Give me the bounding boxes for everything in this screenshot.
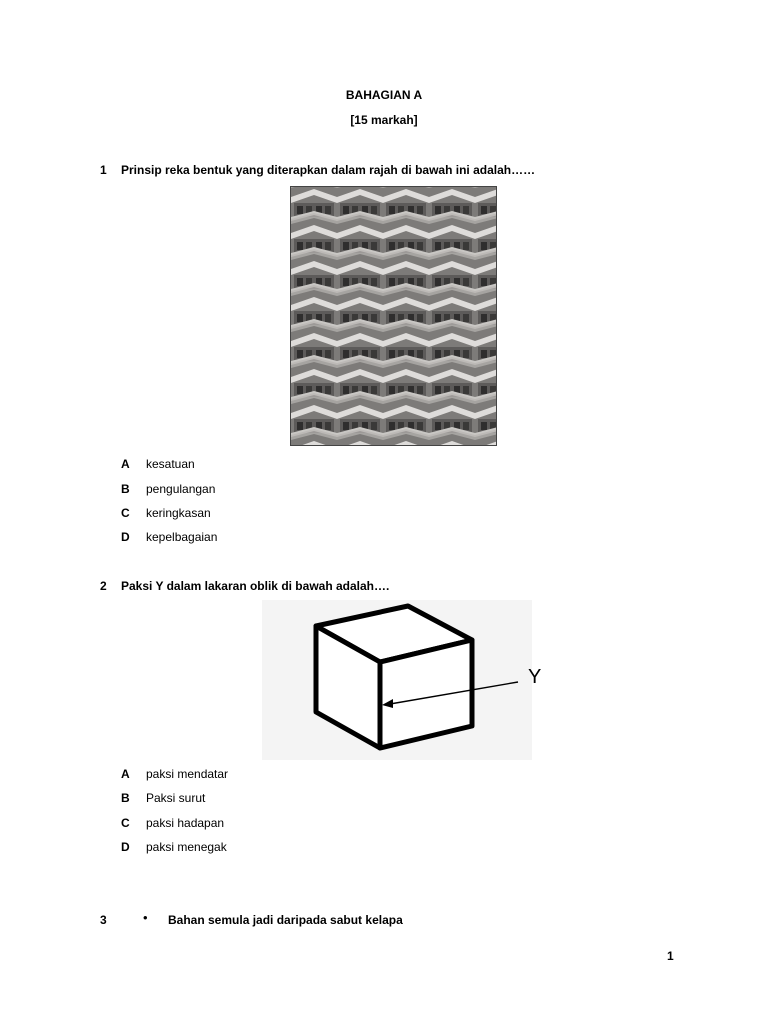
q2-option-d-text: paksi menegak (146, 840, 227, 854)
q2-option-b-text: Paksi surut (146, 791, 206, 805)
section-title: BAHAGIAN A (345, 88, 423, 102)
axis-y-label: Y (528, 666, 542, 688)
building-facade-photo (290, 186, 497, 446)
q1-option-d-letter: D (121, 530, 130, 544)
q1-option-b-letter: B (121, 482, 130, 496)
q2-option-c-text: paksi hadapan (146, 816, 225, 830)
page-number: 1 (667, 949, 674, 963)
oblique-cube-diagram (262, 600, 542, 760)
q2-option-a-text: paksi mendatar (146, 767, 229, 781)
question-1-text: Prinsip reka bentuk yang diterapkan dalam rajah di bawah ini adalah…… (121, 163, 536, 177)
q2-option-d-letter: D (121, 840, 130, 854)
building-facade-image (291, 187, 497, 446)
cube-drawing (262, 600, 532, 760)
section-marks: [15 markah] (350, 113, 418, 127)
q2-option-a-letter: A (121, 767, 130, 781)
q1-option-c-letter: C (121, 506, 130, 520)
question-2-number: 2 (100, 579, 107, 593)
q1-option-d-text: kepelbagaian (146, 530, 218, 544)
q1-option-c-text: keringkasan (146, 506, 211, 520)
question-3-text: Bahan semula jadi daripada sabut kelapa (168, 913, 403, 927)
question-2-text: Paksi Y dalam lakaran oblik di bawah adalah…. (121, 579, 390, 593)
question-1-number: 1 (100, 163, 107, 177)
question-3-bullet: • (143, 910, 148, 925)
q2-option-c-letter: C (121, 816, 130, 830)
q1-option-a-letter: A (121, 457, 130, 471)
q2-option-b-letter: B (121, 791, 130, 805)
q1-option-b-text: pengulangan (146, 482, 216, 496)
question-3-number: 3 (100, 913, 107, 927)
q1-option-a-text: kesatuan (146, 457, 195, 471)
